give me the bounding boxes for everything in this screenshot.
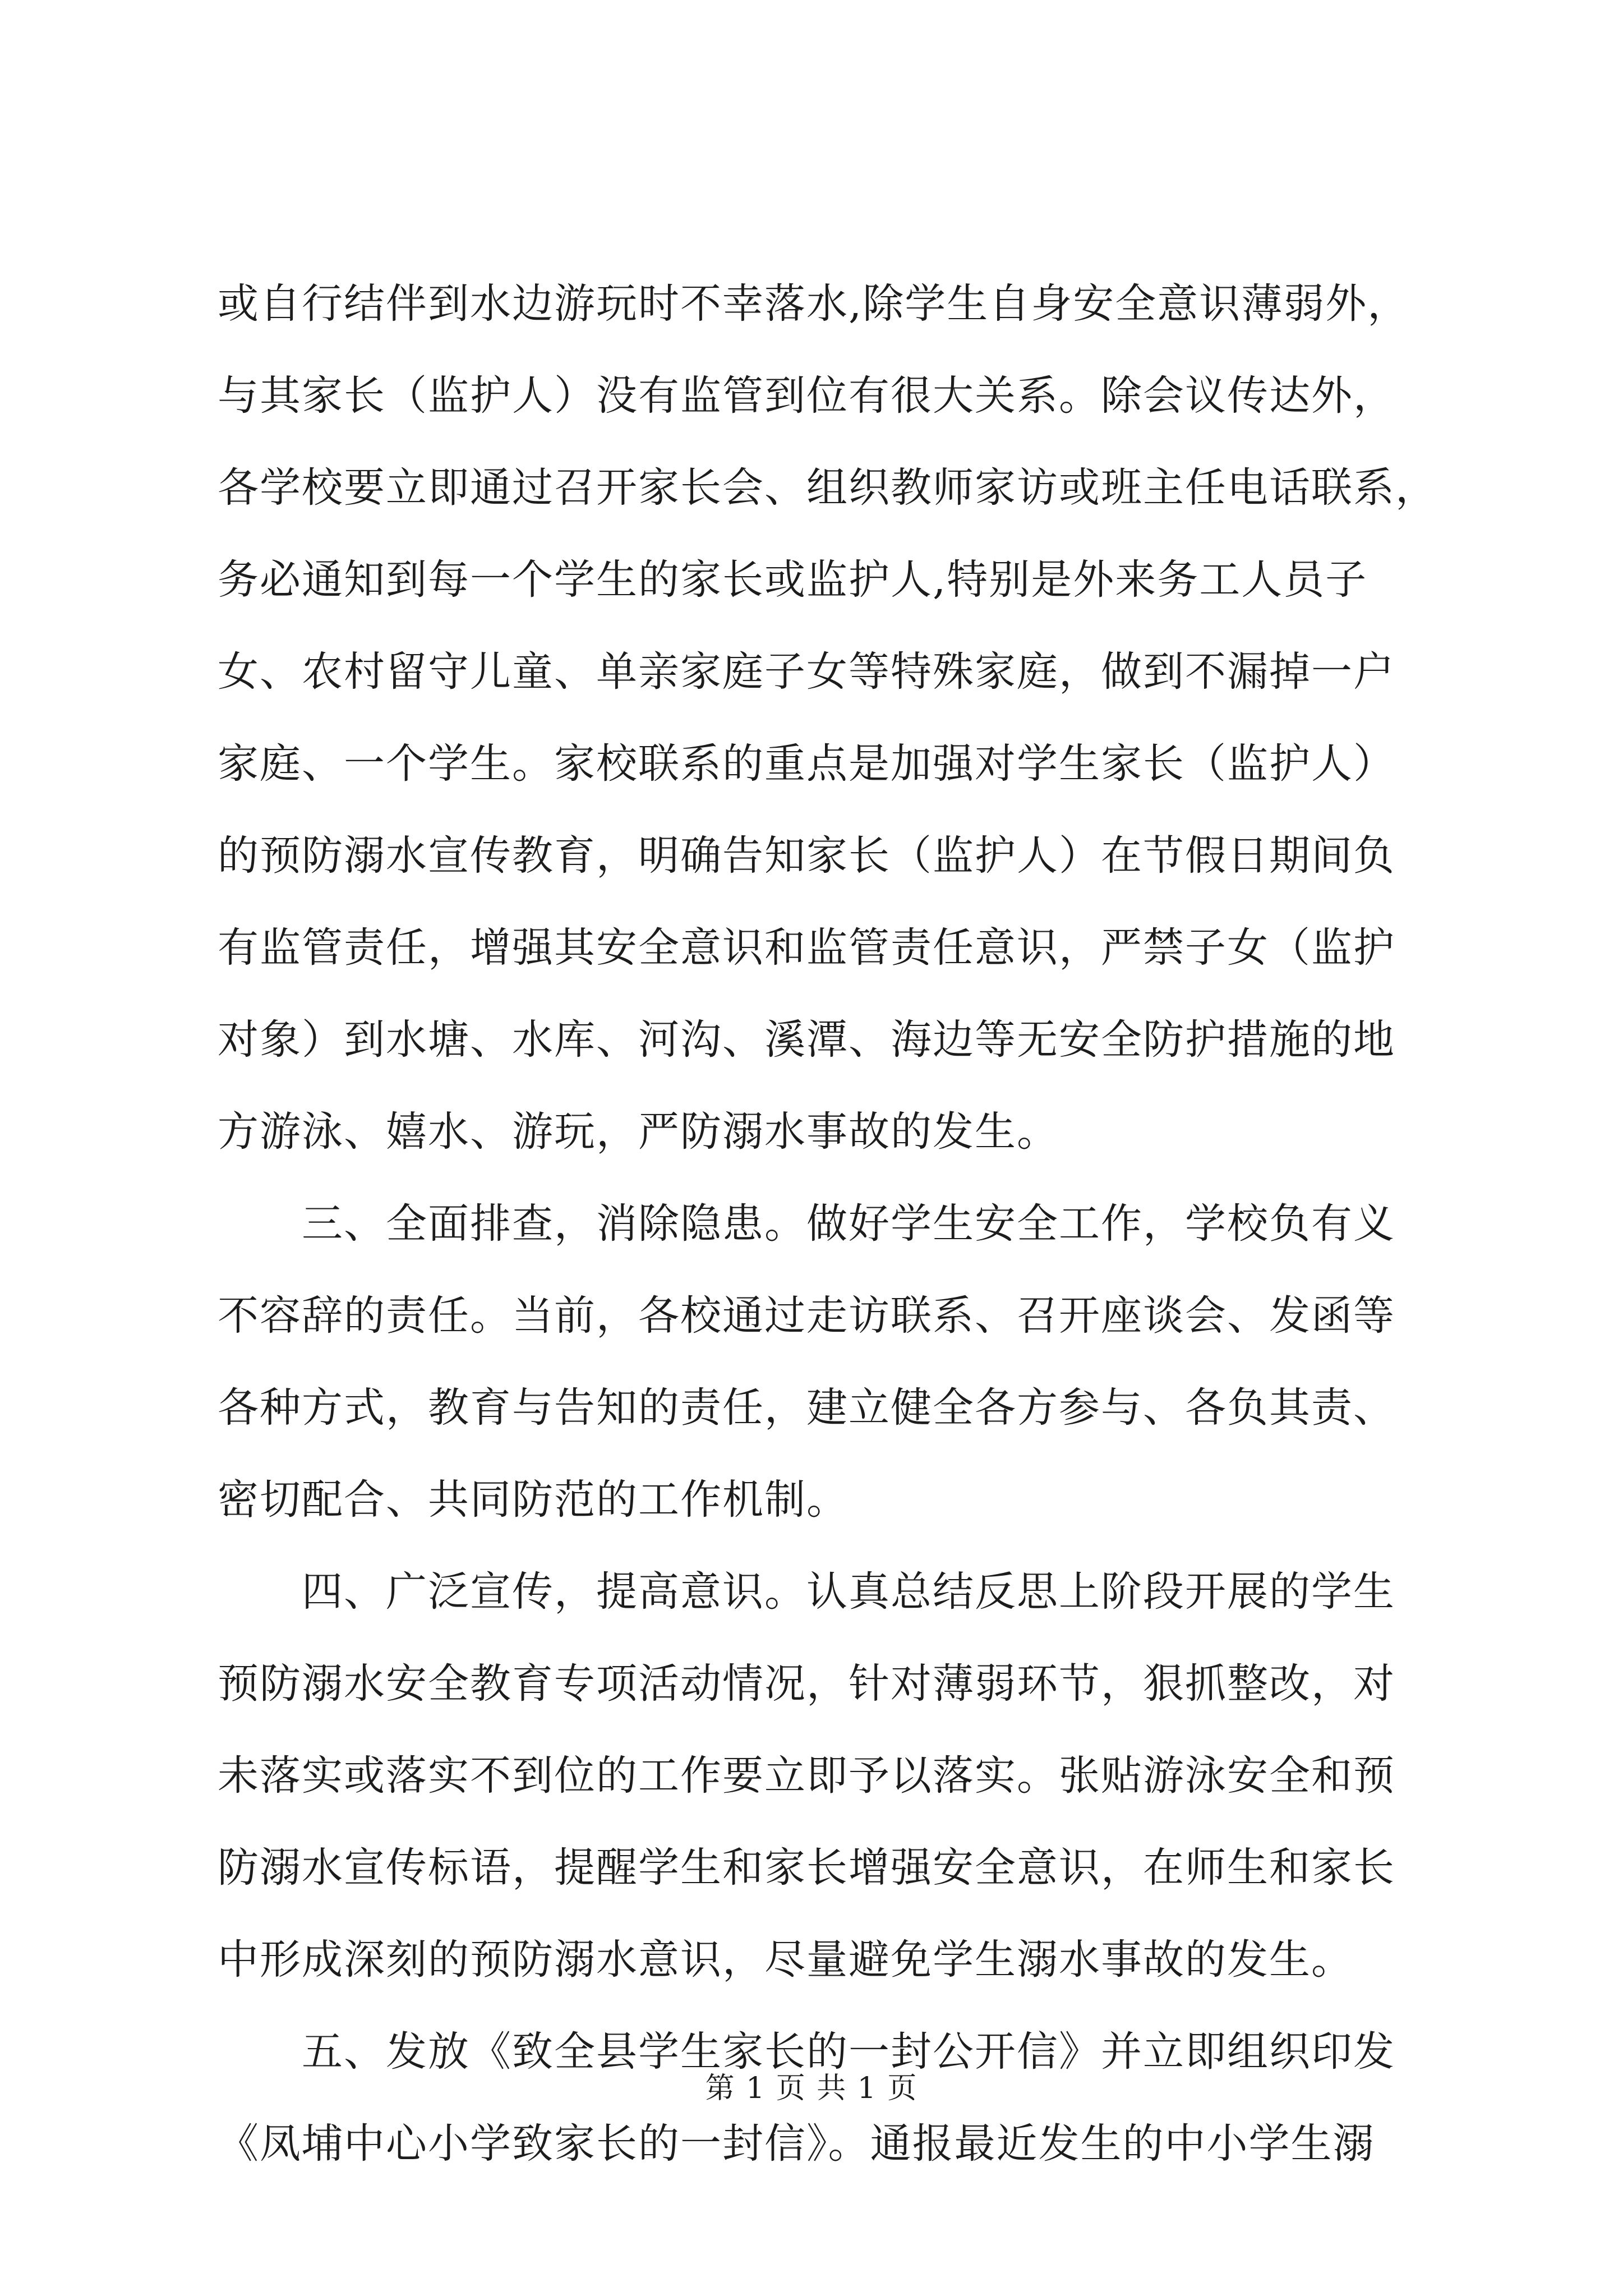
paragraph-5-first-line: 五、发放《致全县学生家长的一封公开信》并立即组织印发 — [302, 2028, 1395, 2076]
page-footer: 第 1 页 共 1 页 — [705, 2072, 918, 2105]
text-line: 未落实或落实不到位的工作要立即予以落实。张贴游泳安全和预 — [218, 1752, 1395, 1800]
paragraph-4-first-line: 四、广泛宣传，提高意识。认真总结反思上阶段开展的学生 — [302, 1568, 1395, 1616]
text-line: 务必通知到每一个学生的家长或监护人,特别是外来务工人员子 — [218, 556, 1368, 604]
text-line: 《凤埔中心小学致家长的一封信》。通报最近发生的中小学生溺 — [218, 2120, 1375, 2168]
text-line: 与其家长（监护人）没有监管到位有很大关系。除会议传达外， — [218, 372, 1395, 420]
text-line: 中形成深刻的预防溺水意识，尽量避免学生溺水事故的发生。 — [218, 1936, 1353, 1984]
text-line: 密切配合、共同防范的工作机制。 — [218, 1476, 849, 1524]
text-line: 不容辞的责任。当前，各校通过走访联系、召开座谈会、发函等 — [218, 1292, 1395, 1340]
text-line: 对象）到水塘、水库、河沟、溪潭、海边等无安全防护措施的地 — [218, 1016, 1395, 1064]
text-line: 各种方式，教育与告知的责任，建立健全各方参与、各负其责、 — [218, 1384, 1395, 1432]
text-line: 女、农村留守儿童、单亲家庭子女等特殊家庭，做到不漏掉一户 — [218, 648, 1395, 696]
paragraph-3-first-line: 三、全面排查，消除隐患。做好学生安全工作，学校负有义 — [302, 1200, 1395, 1248]
text-line: 各学校要立即通过召开家长会、组织教师家访或班主任电话联系， — [218, 464, 1437, 512]
text-line: 的预防溺水宣传教育，明确告知家长（监护人）在节假日期间负 — [218, 832, 1395, 880]
text-line: 方游泳、嬉水、游玩，严防溺水事故的发生。 — [218, 1108, 1059, 1156]
text-line: 有监管责任，增强其安全意识和监管责任意识，严禁子女（监护 — [218, 924, 1395, 972]
text-line: 或自行结伴到水边游玩时不幸落水,除学生自身安全意识薄弱外， — [218, 280, 1410, 328]
text-line: 防溺水宣传标语，提醒学生和家长增强安全意识，在师生和家长 — [218, 1844, 1395, 1892]
body-text — [218, 258, 1474, 2190]
text-line: 预防溺水安全教育专项活动情况，针对薄弱环节，狠抓整改，对 — [218, 1660, 1395, 1708]
text-line: 家庭、一个学生。家校联系的重点是加强对学生家长（监护人） — [218, 740, 1395, 788]
